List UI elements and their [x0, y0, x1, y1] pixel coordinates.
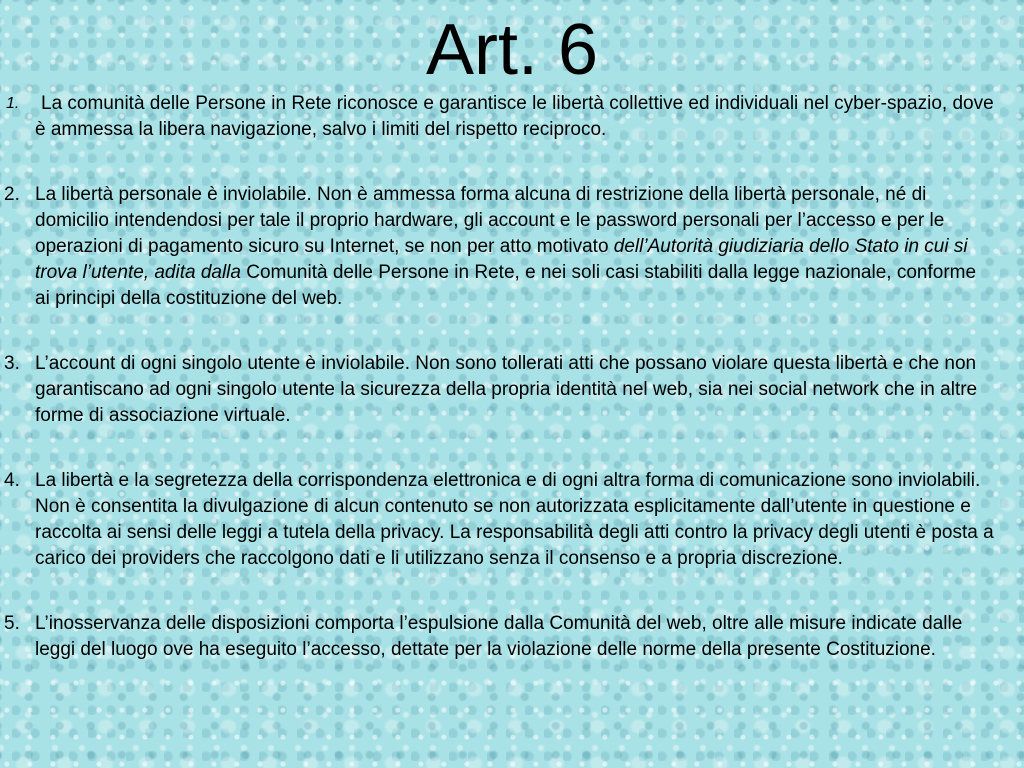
- item-number: 5.: [4, 613, 20, 634]
- item-text: Comunità delle Persone in Rete, e nei soli casi stabiliti dalla legge nazionale, conforme ai principi della costituzione del web.: [35, 262, 977, 309]
- item-number: 2.: [4, 184, 20, 205]
- list-item: [0, 351, 1024, 429]
- list-item: [0, 611, 1024, 663]
- slide-title: Art. 6: [425, 10, 599, 90]
- item-text: La libertà personale è inviolabile. Non è ammessa forma alcuna di restrizione della libertà personale, né di domicilio intendendosi per tale il proprio hardware, gli account e le password personali per l’accesso e per le operazioni di pagamento sicuro su Internet, se non per atto motivato: [35, 184, 945, 257]
- list-item: [0, 91, 1024, 143]
- item-number: 1.: [6, 95, 20, 112]
- item-number: 3.: [4, 353, 20, 374]
- list-item: [0, 182, 1024, 312]
- item-text: La comunità delle Persone in Rete riconosce e garantisce le libertà collettive ed individuali nel cyber-spazio, dove è ammessa la libera navigazione, salvo i limiti del rispetto reciproco.: [35, 93, 994, 140]
- item-text: L’inosservanza delle disposizioni comporta l’espulsione dalla Comunità del web, oltre alle misure indicate dalle leggi del luogo ove ha eseguito l’accesso, dettate per la violazione delle norme della presente Costituzione.: [35, 613, 963, 660]
- list-item: [0, 468, 1024, 572]
- item-text-italic: dell’Autorità giudiziaria dello Stato in cui si trova l’utente, adita dalla: [35, 236, 968, 283]
- item-text: L’account di ogni singolo utente è inviolabile. Non sono tollerati atti che possano violare questa libertà e che non garantiscano ad ogni singolo utente la sicurezza della propria identità nel web, sia nei social network che in altre forme di associazione virtuale.: [35, 353, 978, 426]
- article-list: [0, 91, 1024, 663]
- item-number: 4.: [4, 470, 20, 491]
- item-text: La libertà e la segretezza della corrispondenza elettronica e di ogni altra forma di comunicazione sono inviolabili. Non è consentita la divulgazione di alcun contenuto se non autorizzata esplicitamente dall’utente in questione e raccolta ai sensi delle leggi a tutela della privacy. La responsabilità degli atti contro la privacy degli utenti è posta a carico dei providers che raccolgono dati e li utilizzano senza il consenso e a propria discrezione.: [35, 470, 994, 569]
